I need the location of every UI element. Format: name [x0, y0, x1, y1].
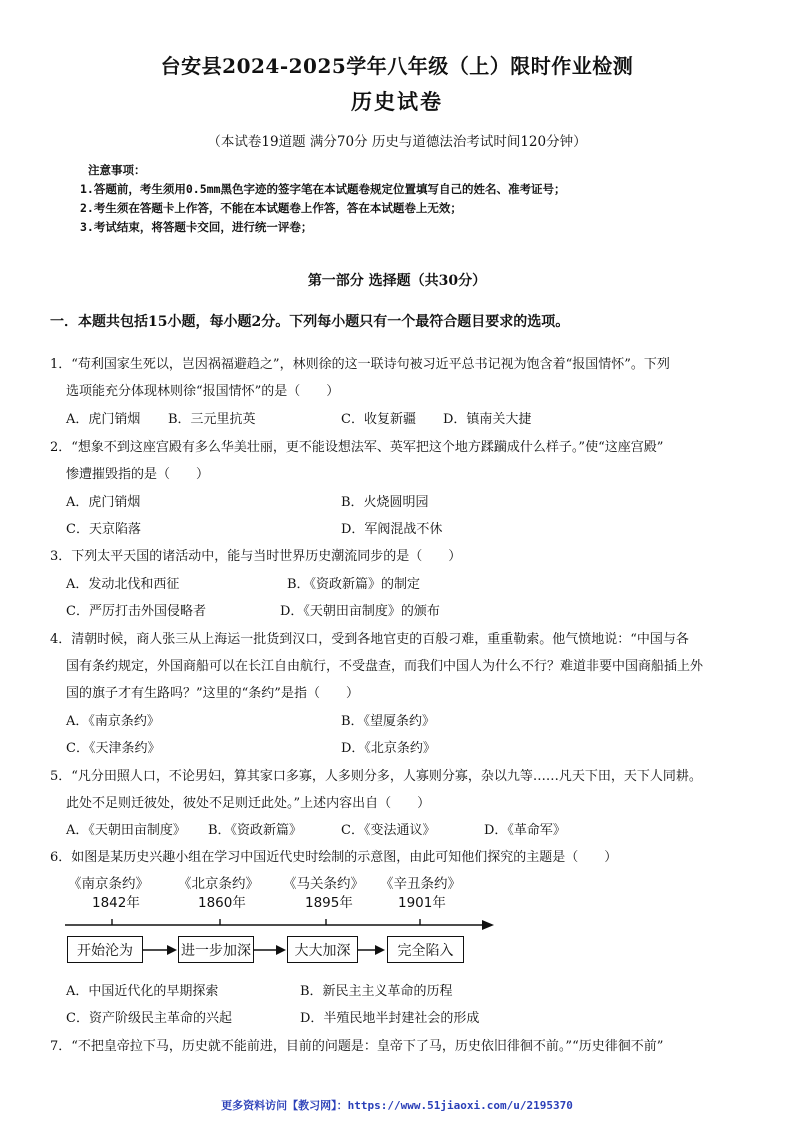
question-4-line: 国有条约规定，外国商船可以在长江自由航行，不受盘查，而我们中国人为什么不行？难道非要中国商船插上外	[66, 659, 704, 674]
arrow-icon	[143, 945, 177, 955]
option: D．《革命军》	[484, 823, 566, 838]
stage-box: 进一步加深	[178, 936, 254, 963]
treaty-label: 《辛丑条约》	[380, 876, 461, 892]
notice-item: 1.答题前，考生须用0.5mm黑色字迹的签字笔在本试题卷规定位置填写自己的姓名、准考证号；	[80, 182, 566, 196]
stage-box: 完全陷入	[387, 936, 464, 963]
section-instruction: 一．本题共包括15小题，每小题2分。下列每小题只有一个最符合题目要求的选项。	[50, 314, 570, 330]
notice-item: 2.考生须在答题卡上作答，不能在本试题卷上作答，答在本试题卷上无效；	[80, 201, 462, 215]
notice-heading: 注意事项：	[88, 163, 146, 177]
part-title: 第一部分 选择题（共30分）	[307, 273, 487, 289]
option: B．《资政新篇》的制定	[287, 577, 421, 592]
option: A．《天朝田亩制度》	[66, 823, 186, 838]
exam-title: 台安县2024-2025学年八年级（上）限时作业检测	[160, 54, 634, 78]
option: C．严厉打击外国侵略者	[66, 604, 206, 619]
treaty-label: 《南京条约》	[68, 876, 149, 892]
option: A．虎门销烟	[66, 495, 141, 510]
question-1-line: 1．“苟利国家生死以，岂因祸福避趋之”，林则徐的这一联诗句被习近平总书记视为饱含着“报国情怀”。下列	[50, 357, 670, 372]
option: A．虎门销烟	[66, 412, 141, 427]
year-label: 1901年	[398, 895, 446, 911]
option: C．《天津条约》	[66, 741, 161, 756]
year-label: 1860年	[198, 895, 246, 911]
footer-link[interactable]: 更多资料访问【教习网】：https://www.51jiaoxi.com/u/2195370	[221, 1099, 573, 1112]
question-3-line: 3．下列太平天国的诸活动中，能与当时世界历史潮流同步的是（ ）	[50, 549, 462, 564]
question-5-line: 此处不足则迁彼处，彼处不足则迁此处。”上述内容出自（ ）	[66, 796, 431, 811]
option: C．《变法通议》	[341, 823, 436, 838]
question-4-line: 国的旗子才有生路吗？”这里的“条约”是指（ ）	[66, 686, 359, 701]
notice-item: 3.考试结束，将答题卡交回，进行统一评卷；	[80, 220, 313, 234]
option: D．军阀混战不休	[341, 522, 443, 537]
stage-box: 开始沦为	[67, 936, 143, 963]
question-4-line: 4．清朝时候，商人张三从上海运一批货到汉口，受到各地官吏的百般刁难，重重勒索。他气愤地说：“中国与各	[50, 632, 689, 647]
option: B．火烧圆明园	[341, 495, 429, 510]
option: C．资产阶级民主革命的兴起	[66, 1011, 232, 1026]
option: C．收复新疆	[341, 412, 416, 427]
option: B．三元里抗英	[168, 412, 256, 427]
question-2-line: 2．“想象不到这座宫殿有多么华美壮丽，更不能设想法军、英军把这个地方蹂躏成什么样子。”使“这座宫殿”	[50, 440, 664, 455]
question-2-line: 惨遭摧毁指的是（ ）	[66, 467, 210, 482]
year-label: 1842年	[92, 895, 140, 911]
option: A．《南京条约》	[66, 714, 160, 729]
year-label: 1895年	[305, 895, 353, 911]
option: D．《天朝田亩制度》的颁布	[280, 604, 440, 619]
option: D．半殖民地半封建社会的形成	[300, 1011, 480, 1026]
subject-title: 历史试卷	[351, 89, 443, 114]
question-1-line: 选项能充分体现林则徐“报国情怀”的是（ ）	[66, 384, 340, 399]
treaty-label: 《北京条约》	[178, 876, 259, 892]
arrow-icon	[254, 945, 286, 955]
option: D．镇南关大捷	[443, 412, 532, 427]
timeline-axis	[65, 920, 494, 930]
question-5-line: 5．“凡分田照人口，不论男妇，算其家口多寡，人多则分多，人寡则分寡，杂以九等……凡天下田，天下人同耕。	[50, 769, 702, 784]
exam-info: （本试卷19道题 满分70分 历史与道德法治考试时间120分钟）	[207, 134, 587, 150]
treaty-label: 《马关条约》	[283, 876, 364, 892]
arrow-icon	[358, 945, 385, 955]
question-7-line: 7．“不把皇帝拉下马，历史就不能前进，目前的问题是：皇帝下了马，历史依旧徘徊不前。”“历史徘徊不前”	[50, 1039, 664, 1054]
option: B．《望厦条约》	[341, 714, 436, 729]
option: A．发动北伐和西征	[66, 577, 180, 592]
question-6-line: 6．如图是某历史兴趣小组在学习中国近代史时绘制的示意图，由此可知他们探究的主题是（ ）	[50, 850, 618, 865]
option: B．新民主主义革命的历程	[300, 984, 453, 999]
option: D．《北京条约》	[341, 741, 436, 756]
option: B．《资政新篇》	[208, 823, 303, 838]
stage-box: 大大加深	[287, 936, 358, 963]
option: A．中国近代化的早期探索	[66, 984, 219, 999]
option: C．天京陷落	[66, 522, 141, 537]
